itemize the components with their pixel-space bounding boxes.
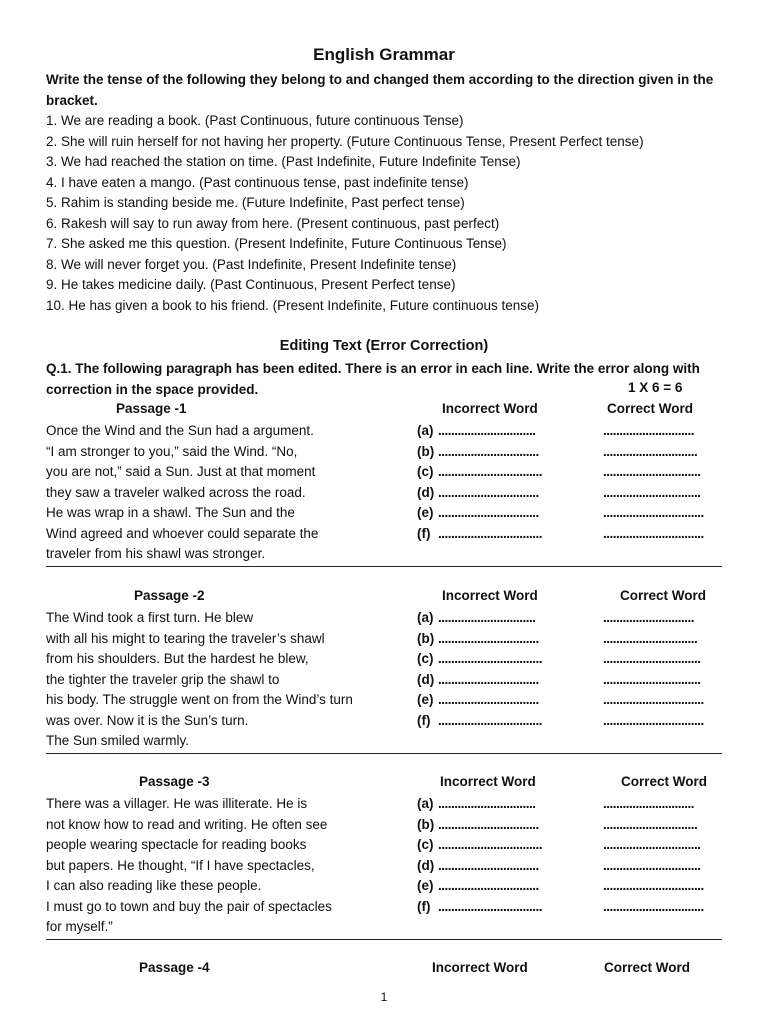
correct-word-header: Correct Word xyxy=(620,588,707,603)
line-text: Once the Wind and the Sun had a argument. xyxy=(46,423,314,438)
line-label: (d) xyxy=(417,857,435,873)
passage-line xyxy=(46,711,722,732)
divider xyxy=(46,566,722,567)
passage-line xyxy=(46,670,722,691)
incorrect-word-header: Incorrect Word xyxy=(440,774,536,789)
divider xyxy=(46,753,722,754)
passage-2 xyxy=(46,588,722,754)
correct-blank[interactable]: ............................... xyxy=(603,898,704,914)
passage-line xyxy=(46,524,722,545)
passage-line xyxy=(46,608,722,629)
line-text: but papers. He thought, “If I have spectacles, xyxy=(46,857,315,873)
line-label: (c) xyxy=(417,837,434,852)
line-text: I must go to town and buy the pair of spectacles xyxy=(46,898,332,914)
line-label: (b) xyxy=(417,443,435,459)
passage-line xyxy=(46,462,722,483)
incorrect-blank[interactable]: .............................. xyxy=(438,423,536,438)
section-title: Editing Text (Error Correction) xyxy=(279,338,489,354)
line-text: his body. The struggle went on from the Wind’s turn xyxy=(46,692,353,707)
line-text: Wind agreed and whoever could separate the xyxy=(46,525,319,541)
question-item: 1. We are reading a book. (Past Continuous, future continuous Tense) xyxy=(46,113,464,128)
question-item: 5. Rahim is standing beside me. (Future Indefinite, Past perfect tense) xyxy=(46,195,465,210)
incorrect-blank[interactable]: ............................... xyxy=(438,443,539,459)
passage-line xyxy=(46,629,722,650)
passage-title: Passage -2 xyxy=(134,588,205,603)
incorrect-blank[interactable]: ................................ xyxy=(438,898,543,914)
line-text: The Wind took a first turn. He blew xyxy=(46,610,254,625)
instructions: Write the tense of the following they belong to and changed them according to the direction given in the bracket. xyxy=(46,72,714,108)
line-label: (e) xyxy=(417,505,434,520)
correct-blank[interactable]: ............................ xyxy=(603,610,695,625)
line-label: (d) xyxy=(417,671,435,687)
line-text: traveler from his shawl was stronger. xyxy=(46,546,266,561)
line-text: for myself.” xyxy=(46,919,113,934)
question-item: 4. I have eaten a mango. (Past continuous tense, past indefinite tense) xyxy=(46,174,469,190)
line-label: (e) xyxy=(417,692,434,707)
line-label: (a) xyxy=(417,610,434,625)
passage-header xyxy=(46,588,722,608)
correct-blank[interactable]: ............................ xyxy=(603,796,695,811)
incorrect-blank[interactable]: ............................... xyxy=(438,857,539,873)
line-label: (c) xyxy=(417,651,434,666)
line-text: from his shoulders. But the hardest he blew, xyxy=(46,651,309,666)
correct-blank[interactable]: ............................. xyxy=(603,816,698,832)
incorrect-blank[interactable]: ............................... xyxy=(438,630,539,646)
passage-line xyxy=(46,503,722,524)
line-label: (c) xyxy=(417,464,434,479)
incorrect-word-header: Incorrect Word xyxy=(442,401,538,416)
line-text: The Sun smiled warmly. xyxy=(46,733,190,748)
passage-line xyxy=(46,815,722,836)
correct-blank[interactable]: .............................. xyxy=(603,651,701,666)
question-item: 2. She will ruin herself for not having her property. (Future Continuous Tense, Present Perfect tense) xyxy=(46,133,644,149)
incorrect-blank[interactable]: ............................... xyxy=(438,505,539,520)
passage-line xyxy=(46,731,722,752)
line-label: (a) xyxy=(417,423,434,438)
passage-1 xyxy=(46,401,722,567)
incorrect-blank[interactable]: ............................... xyxy=(438,878,539,893)
page-title: English Grammar xyxy=(313,45,455,64)
incorrect-blank[interactable]: ................................ xyxy=(438,464,543,479)
divider xyxy=(46,939,722,940)
incorrect-blank[interactable]: ............................... xyxy=(438,816,539,832)
line-text: There was a villager. He was illiterate. He is xyxy=(46,796,308,811)
correct-blank[interactable]: ............................. xyxy=(603,630,698,646)
incorrect-blank[interactable]: ............................... xyxy=(438,692,539,707)
line-text: I can also reading like these people. xyxy=(46,878,262,893)
line-label: (b) xyxy=(417,816,435,832)
question-item: 8. We will never forget you. (Past Indefinite, Present Indefinite tense) xyxy=(46,256,457,272)
correct-blank[interactable]: .............................. xyxy=(603,857,701,873)
question-item: 10. He has given a book to his friend. (Present Indefinite, Future continuous tense) xyxy=(46,297,540,313)
line-label: (a) xyxy=(417,796,434,811)
passage-3 xyxy=(46,774,722,940)
line-label: (f) xyxy=(417,898,431,914)
passage-title: Passage -4 xyxy=(139,960,210,975)
incorrect-blank[interactable]: .............................. xyxy=(438,796,536,811)
line-label: (f) xyxy=(417,525,431,541)
line-text: was over. Now it is the Sun’s turn. xyxy=(46,712,249,728)
incorrect-word-header: Incorrect Word xyxy=(432,960,528,975)
question-list xyxy=(46,111,644,316)
passage-line xyxy=(46,442,722,463)
correct-blank[interactable]: ............................... xyxy=(603,712,704,728)
passage-4 xyxy=(46,960,722,980)
passage-line xyxy=(46,835,722,856)
incorrect-blank[interactable]: ............................... xyxy=(438,671,539,687)
passage-line xyxy=(46,690,722,711)
correct-blank[interactable]: ............................. xyxy=(603,443,698,459)
line-text: with all his might to tearing the traveler’s shawl xyxy=(46,630,325,646)
line-text: not know how to read and writing. He often see xyxy=(46,816,328,832)
passage-header xyxy=(46,960,722,980)
passage-title: Passage -3 xyxy=(139,774,210,789)
incorrect-blank[interactable]: ................................ xyxy=(438,651,543,666)
line-label: (f) xyxy=(417,712,431,728)
passage-line xyxy=(46,649,722,670)
incorrect-blank[interactable]: .............................. xyxy=(438,610,536,625)
incorrect-blank[interactable]: ............................... xyxy=(438,484,539,500)
marks-label: 1 X 6 = 6 xyxy=(628,380,683,395)
correct-blank[interactable]: ............................... xyxy=(603,505,704,520)
question-item: 7. She asked me this question. (Present Indefinite, Future Continuous Tense) xyxy=(46,236,507,251)
line-label: (b) xyxy=(417,630,435,646)
line-text: people wearing spectacle for reading books xyxy=(46,837,307,852)
passage-title: Passage -1 xyxy=(116,401,187,416)
incorrect-blank[interactable]: ................................ xyxy=(438,837,543,852)
correct-blank[interactable]: ............................... xyxy=(603,525,704,541)
line-text: the tighter the traveler grip the shawl to xyxy=(46,671,280,687)
editing-instruction: Q.1. The following paragraph has been edited. There is an error in each line. Write the error along with correction in the space provided. xyxy=(46,361,700,397)
passage-line xyxy=(46,483,722,504)
passage-line xyxy=(46,544,722,565)
incorrect-blank[interactable]: ................................ xyxy=(438,525,543,541)
question-item: 3. We had reached the station on time. (Past Indefinite, Future Indefinite Tense) xyxy=(46,154,521,169)
passage-line xyxy=(46,917,722,938)
line-text: they saw a traveler walked across the road. xyxy=(46,484,306,500)
line-text: you are not,” said a Sun. Just at that moment xyxy=(46,464,316,479)
correct-word-header: Correct Word xyxy=(607,401,694,416)
question-item: 6. Rakesh will say to run away from here. (Present continuous, past perfect) xyxy=(46,215,500,231)
correct-blank[interactable]: .............................. xyxy=(603,464,701,479)
passage-line xyxy=(46,856,722,877)
correct-word-header: Correct Word xyxy=(604,960,691,975)
line-text: “I am stronger to you,” said the Wind. “No, xyxy=(46,443,298,459)
correct-blank[interactable]: ............................... xyxy=(603,878,704,893)
question-item: 9. He takes medicine daily. (Past Continuous, Present Perfect tense) xyxy=(46,277,456,292)
page-number: 1 xyxy=(380,990,388,1004)
line-text: He was wrap in a shawl. The Sun and the xyxy=(46,505,295,520)
incorrect-blank[interactable]: ................................ xyxy=(438,712,543,728)
passage-header xyxy=(46,401,722,421)
correct-word-header: Correct Word xyxy=(621,774,708,789)
passage-line xyxy=(46,876,722,897)
correct-blank[interactable]: .............................. xyxy=(603,671,701,687)
passage-header xyxy=(46,774,722,794)
passage-line xyxy=(46,897,722,918)
passage-line xyxy=(46,794,722,815)
correct-blank[interactable]: .............................. xyxy=(603,484,701,500)
line-label: (e) xyxy=(417,878,434,893)
passage-line xyxy=(46,421,722,442)
correct-blank[interactable]: .............................. xyxy=(603,837,701,852)
line-label: (d) xyxy=(417,484,435,500)
correct-blank[interactable]: ............................... xyxy=(603,692,704,707)
incorrect-word-header: Incorrect Word xyxy=(442,588,538,603)
correct-blank[interactable]: ............................ xyxy=(603,423,695,438)
